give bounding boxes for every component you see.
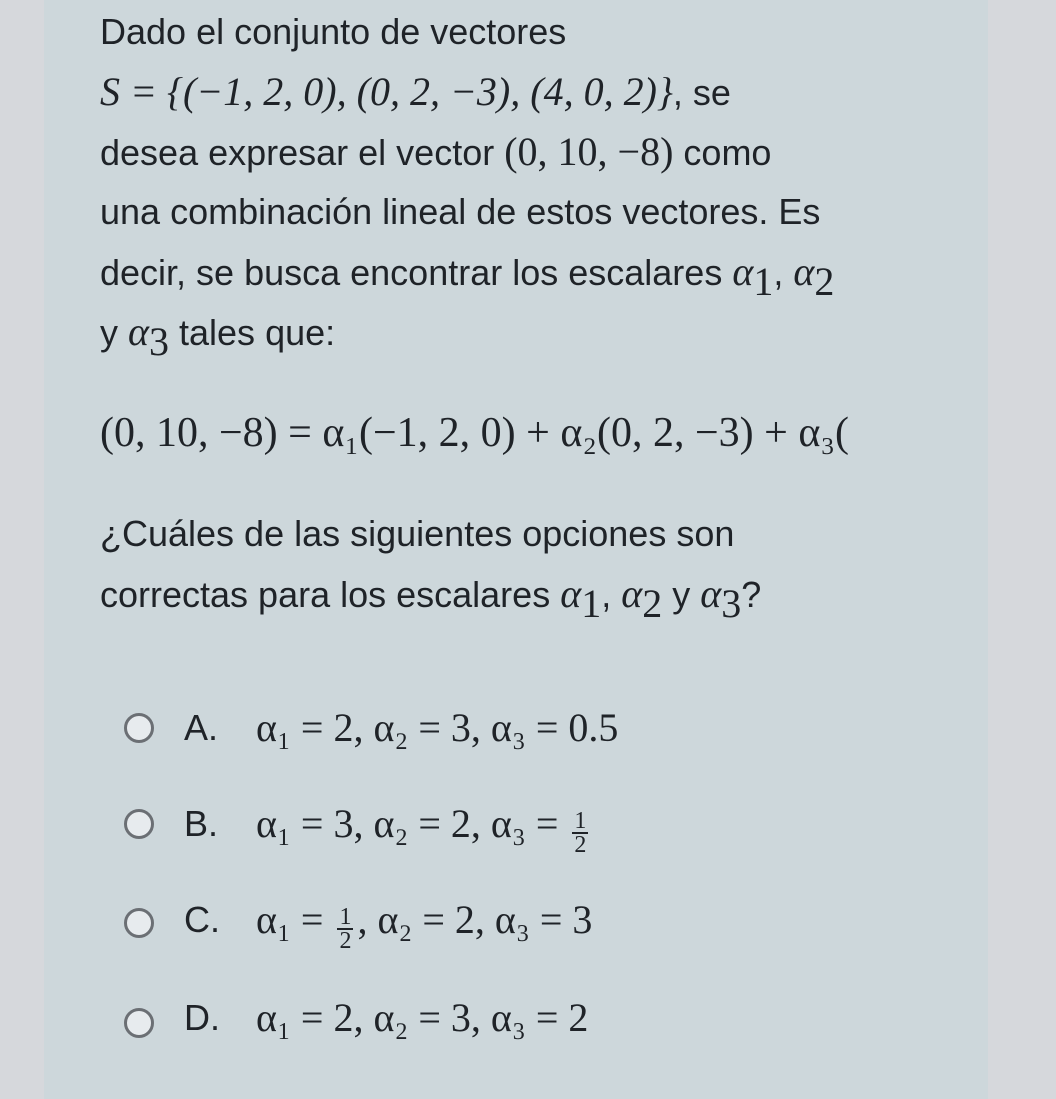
- prompt-text: ¿Cuáles de las siguientes opciones son: [100, 513, 735, 554]
- question-line-5: [100, 249, 835, 304]
- question-text: Dado el conjunto de vectores: [100, 11, 567, 52]
- radio-button-b[interactable]: [124, 809, 154, 839]
- option-letter: B.: [184, 803, 219, 844]
- alpha-symbol: α: [793, 249, 815, 294]
- prompt-text: ?: [741, 574, 762, 615]
- alpha-symbol: α: [560, 571, 582, 616]
- linear-combination-equation: (0, 10, −8) = α₁(−1, 2, 0) + α₂(0, 2, −3) + α₃(: [100, 410, 849, 456]
- option-letter: A.: [184, 707, 219, 748]
- option-expression: , α₂ = 2, α₃ = 3: [357, 897, 593, 942]
- subscript: 3: [149, 319, 170, 364]
- option-b[interactable]: [100, 796, 980, 856]
- prompt-text: correctas para los escalares: [100, 574, 561, 615]
- prompt-text: y: [662, 574, 701, 615]
- option-letter: D.: [184, 997, 220, 1038]
- subscript: 2: [642, 581, 663, 626]
- fraction-denominator: 2: [574, 831, 587, 858]
- question-text: desea expresar el vector: [100, 132, 505, 173]
- radio-button-c[interactable]: [124, 908, 154, 938]
- radio-button-a[interactable]: [124, 713, 154, 743]
- subscript: 1: [581, 581, 602, 626]
- question-text: y: [100, 312, 129, 353]
- subscript: 2: [814, 259, 835, 304]
- question-line-3: [100, 130, 771, 174]
- option-expression: α₁ = 2, α₂ = 3, α₃ = 2: [256, 995, 589, 1040]
- vector-set-math: S = {(−1, 2, 0), (0, 2, −3), (4, 0, 2)}: [100, 69, 673, 114]
- option-letter: C.: [184, 899, 220, 940]
- fraction-numerator: 1: [339, 903, 352, 930]
- question-text: tales que:: [169, 312, 336, 353]
- question-line-1: [100, 10, 566, 54]
- question-line-2: [100, 70, 731, 114]
- subscript: 1: [753, 259, 774, 304]
- option-expression: α₁ =: [256, 897, 334, 942]
- fraction: [572, 807, 588, 858]
- prompt-line-1: [100, 512, 734, 556]
- option-expression-wrap: [256, 802, 592, 856]
- prompt-line-2: [100, 571, 762, 626]
- option-expression-wrap: [256, 898, 592, 952]
- fraction-denominator: 2: [339, 927, 352, 954]
- comma: ,: [773, 252, 794, 293]
- question-line-4: [100, 190, 820, 234]
- target-vector-math: (0, 10, −8): [504, 129, 674, 174]
- option-c[interactable]: [100, 892, 980, 952]
- alpha-symbol: α: [621, 571, 643, 616]
- question-line-6: [100, 309, 336, 364]
- question-text: una combinación lineal de estos vectores. Es: [100, 191, 821, 232]
- option-expression: α₁ = 2, α₂ = 3, α₃ = 0.5: [256, 705, 619, 750]
- question-text: decir, se busca encontrar los escalares: [100, 252, 733, 293]
- option-d[interactable]: [100, 990, 980, 1050]
- option-a[interactable]: [100, 700, 980, 760]
- option-expression: α₁ = 3, α₂ = 2, α₃ =: [256, 801, 569, 846]
- fraction-numerator: 1: [574, 807, 587, 834]
- subscript: 3: [721, 581, 742, 626]
- alpha-symbol: α: [700, 571, 722, 616]
- question-text: como: [673, 132, 772, 173]
- radio-button-d[interactable]: [124, 1008, 154, 1038]
- comma: ,: [601, 574, 622, 615]
- question-text: , se: [672, 72, 731, 113]
- alpha-symbol: α: [128, 309, 150, 354]
- equation-line: [100, 410, 849, 456]
- fraction: [337, 903, 353, 954]
- alpha-symbol: α: [732, 249, 754, 294]
